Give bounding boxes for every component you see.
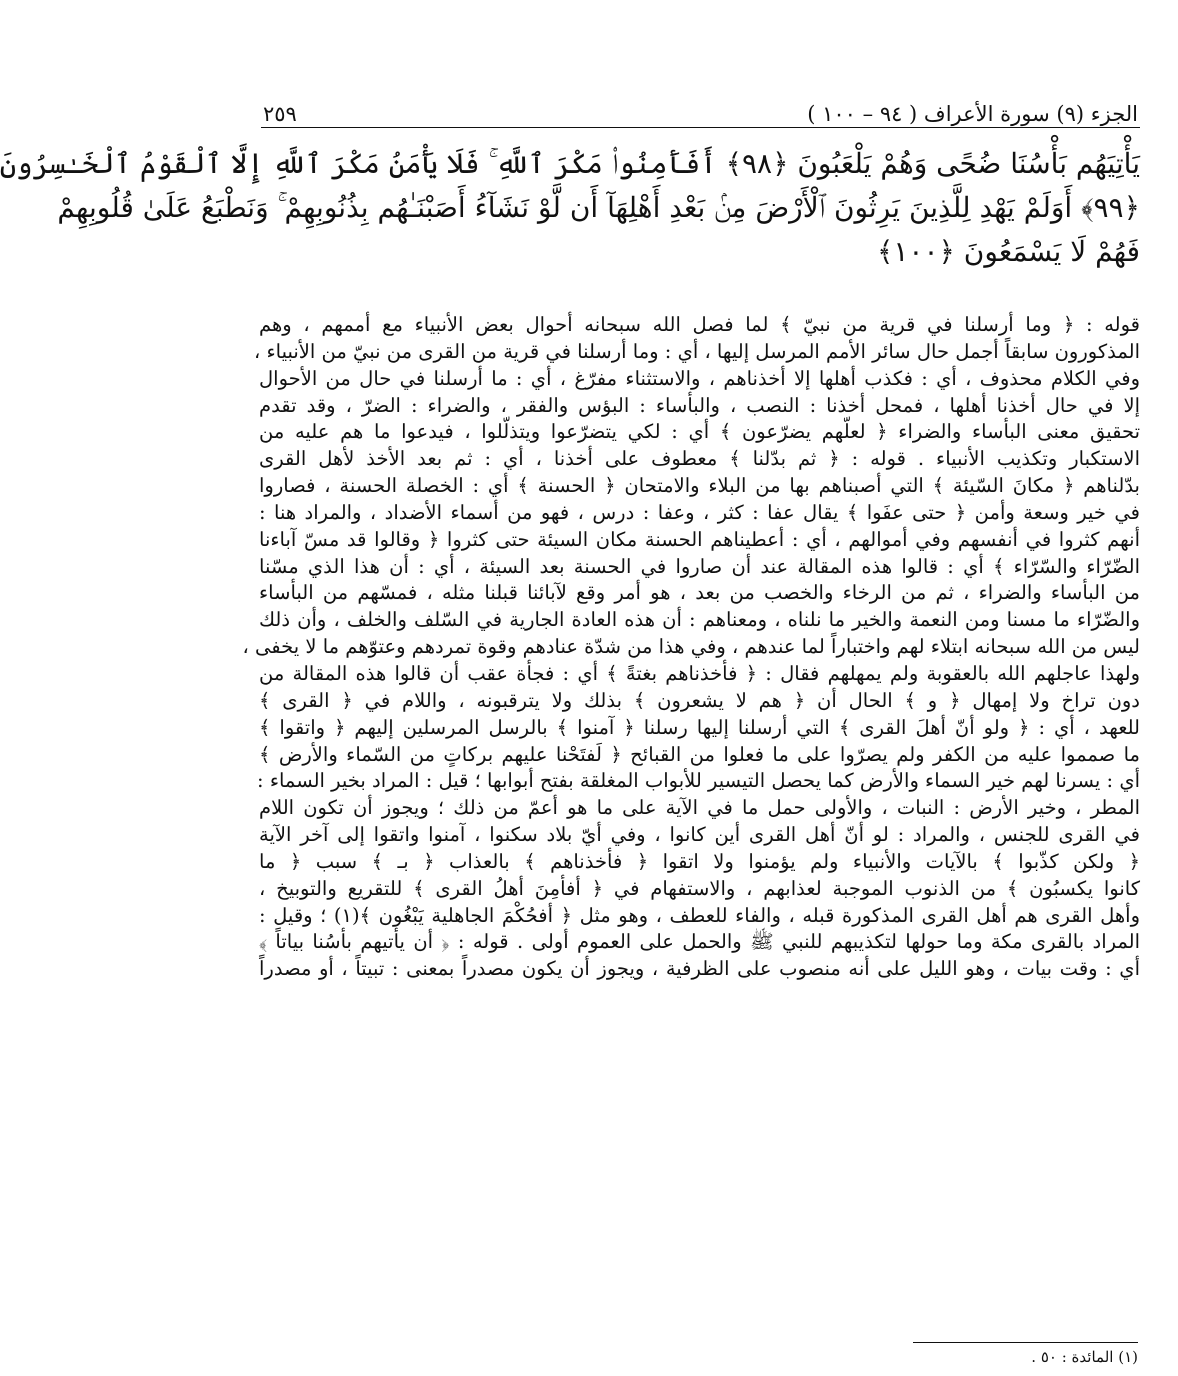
- page-header: [263, 92, 1138, 126]
- commentary-line: الضّرّاء والسّرّاء ﴾ أي : قالوا هذه المقالة عند أن صاروا في الحسنة بعد السيئة ، أي : أن هذا الذي مسّنا: [259, 554, 1140, 578]
- footnote: (١) المائدة : ٥٠ .: [1031, 1348, 1138, 1366]
- footnote-rule: [913, 1342, 1138, 1343]
- header-rule: [261, 127, 1140, 128]
- commentary-line: والضّرّاء ما مسنا ومن النعمة والخير ما نلناه ، ومعناهم : أن هذه العادة الجارية في السّلف والخلف ، وأن ذلك: [259, 608, 1140, 632]
- quran-line: ﴿٩٩﴾ أَوَلَمْ يَهْدِ لِلَّذِينَ يَرِثُونَ ٱلْأَرْضَ مِنۢ بَعْدِ أَهْلِهَآ أَن لَّوْ نَشَآءُ أَصَبْنَـٰهُم بِذُنُوبِهِمْ ۚ وَنَطْبَعُ عَلَىٰ قُلُوبِهِمْ: [57, 191, 1140, 224]
- quran-verses: [0, 142, 1140, 274]
- commentary-body: [242, 312, 1140, 983]
- commentary-line: أنهم كثروا في أنفسهم وفي أموالهم ، أي : أعطيناهم الحسنة مكان السيئة حتى كثروا ﴿ وقالوا قد مسّ آباءنا: [259, 527, 1140, 551]
- commentary-line: ليس من الله سبحانه ابتلاء لهم واختباراً لما عندهم ، وفي هذا من شدّة عنادهم وقوة تمردهم وعتوّهم ما لا يخفى ،: [242, 635, 1140, 659]
- commentary-line: أي : يسرنا لهم خير السماء والأرض كما يحصل التيسير للأبواب المغلقة بفتح أبوابها ؛ قيل : المراد بخير السماء :: [257, 769, 1140, 793]
- commentary-line: ما صمموا عليه من الكفر ولم يصرّوا على ما فعلوا من القبائح ﴿ لَفتَحْنا عليهم بركاتٍ من السّماء والأرض ﴾: [259, 742, 1140, 766]
- commentary-line: أي : وقت بيات ، وهو الليل على أنه منصوب على الظرفية ، ويجوز أن يكون مصدراً بمعنى : تبيتاً ، أو مصدراً: [259, 957, 1140, 981]
- quran-line: فَهُمْ لَا يَسْمَعُونَ ﴿١٠٠﴾: [876, 235, 1140, 268]
- commentary-line: دون تراخ ولا إمهال ﴿ و ﴾ الحال أن ﴿ هم لا يشعرون ﴾ بذلك ولا يترقبونه ، واللام في ﴿ القرى ﴾: [259, 688, 1140, 712]
- commentary-line: تحقيق معنى البأساء والضراء ﴿ لعلّهم يضرّعون ﴾ أي : لكي يتضرّعوا ويتذلّلوا ، فيدعوا ما هم عليه من: [259, 420, 1140, 444]
- commentary-line: الاستكبار وتكذيب الأنبياء . قوله : ﴿ ثم بدّلنا ﴾ معطوف على أخذنا ، أي : ثم بعد الأخذ لأهل القرى: [259, 447, 1140, 471]
- commentary-line: كانوا يكسبُون ﴾ من الذنوب الموجبة لعذابهم ، والاستفهام في ﴿ أفأمِنَ أهلُ القرى ﴾ للتقريع والتوبيخ ،: [259, 876, 1140, 900]
- commentary-line: المطر ، وخير الأرض : النبات ، والأولى حمل ما في الآية على ما هو أعمّ من ذلك ؛ ويجوز أن تكون اللام: [259, 796, 1140, 820]
- commentary-line: المذكورون سابقاً أجمل حال سائر الأمم المرسل إليها ، أي : وما أرسلنا في قرية من القرى من نبيّ من الأنبياء ،: [254, 339, 1140, 363]
- commentary-line: إلا في حال أخذنا أهلها ، فمحل أخذنا : النصب ، والبأساء : البؤس والفقر ، والضراء : الضرّ ، وقد تقدم: [259, 393, 1140, 417]
- commentary-line: وفي الكلام محذوف ، أي : فكذب أهلها إلا أخذناهم ، والاستثناء مفرّغ ، أي : ما أرسلنا في حال من الأحوال: [259, 366, 1140, 390]
- commentary-line: من البأساء والضراء ، ثم من الرخاء والخصب من بعد ، هو أمر وقع لآبائنا قبلنا مثله ، فمسّهم من البأساء: [259, 581, 1140, 605]
- commentary-line: للعهد ، أي : ﴿ ولو أنّ أهلَ القرى ﴾ التي أرسلنا إليها رسلنا ﴿ آمنوا ﴾ بالرسل المرسلين إليهم ﴿ واتقوا ﴾: [259, 715, 1140, 739]
- page-number: ٢٥٩: [263, 102, 297, 126]
- commentary-line: المراد بالقرى مكة وما حولها لتكذيبهم للنبي ﷺ والحمل على العموم أولى . قوله : ﴿ أن يأتيهم بأسُنا بياتاً ﴾: [259, 930, 1140, 954]
- commentary-line: في خير وسعة وأمن ﴿ حتى عفَوا ﴾ يقال عفا : كثر ، وعفا : درس ، فهو من أسماء الأضداد ، والمراد هنا :: [259, 500, 1140, 524]
- quran-line: يَأْتِيَهُم بَأْسُنَا ضُحًى وَهُمْ يَلْعَبُونَ ﴿٩٨﴾ أَفَأَمِنُوا۟ مَكْرَ ٱللَّهِ ۚ فَلَا يَأْمَنُ مَكْرَ ٱللَّهِ إِلَّا ٱلْقَوْمُ ٱلْخَـٰسِرُونَ: [0, 147, 1140, 180]
- commentary-line: ولهذا عاجلهم الله بالعقوبة ولم يمهلهم فقال : ﴿ فأخذناهم بغتةً ﴾ أي : فجأة عقب أن قالوا هذه المقالة من: [259, 661, 1140, 685]
- running-title: الجزء (٩) سورة الأعراف ( ٩٤ – ١٠٠ ): [807, 102, 1138, 126]
- commentary-line: بدّلناهم ﴿ مكانَ السّيئة ﴾ التي أصبناهم بها من البلاء والامتحان ﴿ الحسنة ﴾ أي : الخصلة الحسنة ، فصاروا: [259, 474, 1140, 498]
- commentary-line: وأهل القرى هم أهل القرى المذكورة قبله ، والفاء للعطف ، وهو مثل ﴿ أفحُكْمَ الجاهلية يَبْغُون ﴾(١) ؛ وقيل :: [259, 903, 1140, 927]
- commentary-line: قوله : ﴿ وما أرسلنا في قرية من نبيّ ﴾ لما فصل الله سبحانه أحوال بعض الأنبياء مع أممهم ، وهم: [259, 313, 1140, 336]
- commentary-line: في القرى للجنس ، والمراد : لو أنّ أهل القرى أين كانوا ، وفي أيّ بلاد سكنوا ، آمنوا واتقوا إلى آخر الآية: [259, 823, 1140, 847]
- commentary-line: ﴿ ولكن كذّبوا ﴾ بالآيات والأنبياء ولم يؤمنوا ولا اتقوا ﴿ فأخذناهم ﴾ بالعذاب ﴿ بـ ﴾ سبب ﴿ ما: [259, 849, 1140, 873]
